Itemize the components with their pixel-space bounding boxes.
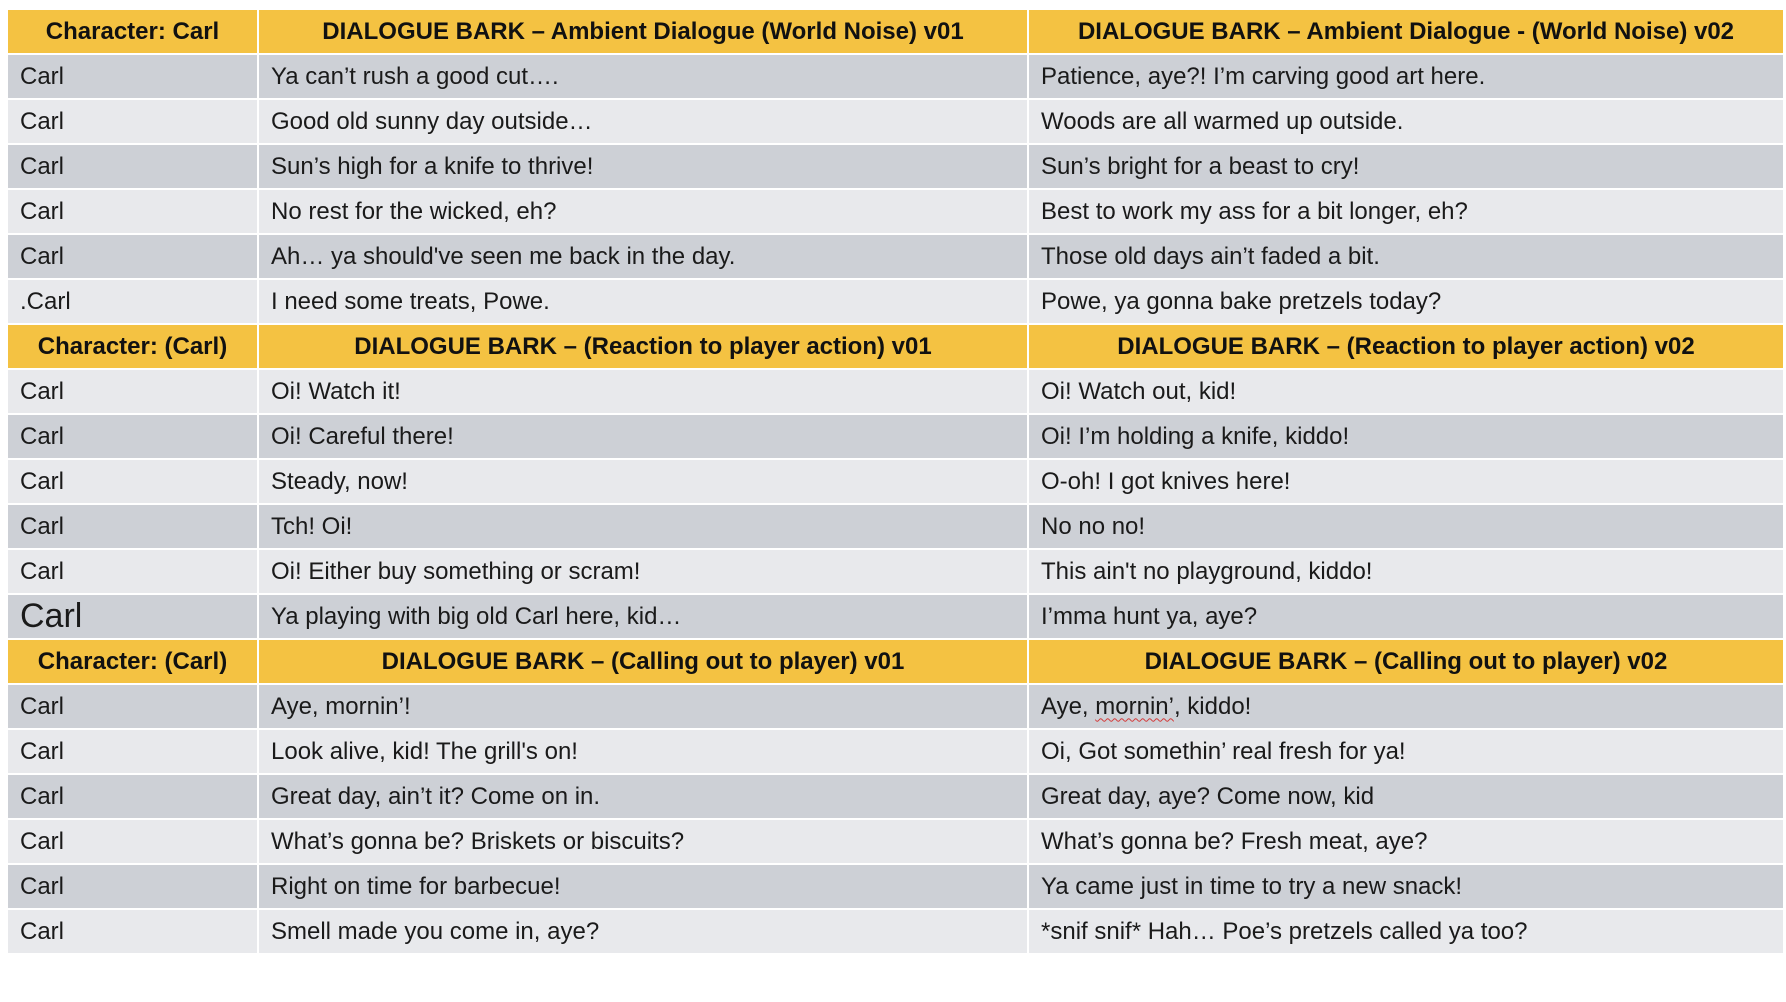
table-row xyxy=(7,549,1784,594)
character-cell[interactable]: Carl xyxy=(7,99,258,144)
v02-line-cell[interactable] xyxy=(1028,684,1784,729)
table-row xyxy=(7,279,1784,324)
table-row xyxy=(7,594,1784,639)
v01-line-cell[interactable]: Ya can’t rush a good cut…. xyxy=(258,54,1028,99)
v02-line-cell[interactable]: Oi! Watch out, kid! xyxy=(1028,369,1784,414)
v01-line-cell[interactable]: Ah… ya should've seen me back in the day. xyxy=(258,234,1028,279)
v02-line-cell[interactable]: Ya came just in time to try a new snack! xyxy=(1028,864,1784,909)
character-cell[interactable]: Carl xyxy=(7,729,258,774)
table-row xyxy=(7,369,1784,414)
v02-text-part: Aye, xyxy=(1041,692,1096,720)
table-row xyxy=(7,504,1784,549)
v01-line-cell[interactable]: Oi! Watch it! xyxy=(258,369,1028,414)
section-header-calling-out xyxy=(7,639,1784,684)
v01-line-cell[interactable]: Look alive, kid! The grill's on! xyxy=(258,729,1028,774)
character-cell[interactable]: Carl xyxy=(7,414,258,459)
v02-line-cell[interactable]: Sun’s bright for a beast to cry! xyxy=(1028,144,1784,189)
table-row xyxy=(7,819,1784,864)
table-row xyxy=(7,909,1784,954)
table-row xyxy=(7,99,1784,144)
header-character-cell[interactable]: Character: (Carl) xyxy=(7,324,258,369)
v02-line-cell[interactable]: Great day, aye? Come now, kid xyxy=(1028,774,1784,819)
v01-line-cell[interactable]: Good old sunny day outside… xyxy=(258,99,1028,144)
character-cell[interactable]: Carl xyxy=(7,234,258,279)
v01-line-cell[interactable]: Right on time for barbecue! xyxy=(258,864,1028,909)
v02-line-cell[interactable]: What’s gonna be? Fresh meat, aye? xyxy=(1028,819,1784,864)
section-header-reaction xyxy=(7,324,1784,369)
table-row xyxy=(7,414,1784,459)
v02-line-cell[interactable]: Woods are all warmed up outside. xyxy=(1028,99,1784,144)
v01-line-cell[interactable]: Aye, mornin’! xyxy=(258,684,1028,729)
table-row xyxy=(7,144,1784,189)
v02-line-cell[interactable]: Those old days ain’t faded a bit. xyxy=(1028,234,1784,279)
v01-line-cell[interactable]: Steady, now! xyxy=(258,459,1028,504)
v02-line-cell[interactable]: O-oh! I got knives here! xyxy=(1028,459,1784,504)
character-cell[interactable]: Carl xyxy=(7,459,258,504)
character-cell[interactable]: Carl xyxy=(7,909,258,954)
v01-line-cell[interactable]: Oi! Either buy something or scram! xyxy=(258,549,1028,594)
character-cell[interactable]: Carl xyxy=(7,819,258,864)
character-cell[interactable]: Carl xyxy=(7,189,258,234)
v01-line-cell[interactable]: Great day, ain’t it? Come on in. xyxy=(258,774,1028,819)
table-row xyxy=(7,189,1784,234)
v01-line-cell[interactable]: Ya playing with big old Carl here, kid… xyxy=(258,594,1028,639)
table-row xyxy=(7,729,1784,774)
character-cell[interactable]: Carl xyxy=(7,594,258,639)
v02-line-cell[interactable]: Patience, aye?! I’m carving good art here. xyxy=(1028,54,1784,99)
v01-line-cell[interactable]: Sun’s high for a knife to thrive! xyxy=(258,144,1028,189)
v02-text-part: , kiddo! xyxy=(1173,692,1252,720)
header-v01-cell[interactable]: DIALOGUE BARK – (Calling out to player) v01 xyxy=(258,639,1028,684)
character-cell[interactable]: Carl xyxy=(7,549,258,594)
character-cell[interactable]: Carl xyxy=(7,864,258,909)
v02-line-cell[interactable]: Powe, ya gonna bake pretzels today? xyxy=(1028,279,1784,324)
header-v02-cell[interactable]: DIALOGUE BARK – (Calling out to player) v02 xyxy=(1028,639,1784,684)
spellcheck-underlined-word: mornin’ xyxy=(1095,692,1174,720)
header-v02-cell[interactable]: DIALOGUE BARK – (Reaction to player action) v02 xyxy=(1028,324,1784,369)
character-cell[interactable]: Carl xyxy=(7,54,258,99)
table-row xyxy=(7,54,1784,99)
table-row xyxy=(7,684,1784,729)
character-cell[interactable]: Carl xyxy=(7,144,258,189)
v01-line-cell[interactable]: Tch! Oi! xyxy=(258,504,1028,549)
section-header-ambient xyxy=(7,9,1784,54)
v01-line-cell[interactable]: Smell made you come in, aye? xyxy=(258,909,1028,954)
v01-line-cell[interactable]: What’s gonna be? Briskets or biscuits? xyxy=(258,819,1028,864)
dialogue-bark-table xyxy=(6,8,1785,955)
table-row xyxy=(7,459,1784,504)
character-cell[interactable]: .Carl xyxy=(7,279,258,324)
header-character-cell[interactable]: Character: (Carl) xyxy=(7,639,258,684)
v02-line-cell[interactable]: Best to work my ass for a bit longer, eh? xyxy=(1028,189,1784,234)
character-cell[interactable]: Carl xyxy=(7,504,258,549)
header-v01-cell[interactable]: DIALOGUE BARK – Ambient Dialogue (World Noise) v01 xyxy=(258,9,1028,54)
table-row xyxy=(7,234,1784,279)
v01-line-cell[interactable]: No rest for the wicked, eh? xyxy=(258,189,1028,234)
character-cell[interactable]: Carl xyxy=(7,684,258,729)
table-row xyxy=(7,774,1784,819)
v02-line-cell[interactable]: No no no! xyxy=(1028,504,1784,549)
v02-line-cell[interactable]: Oi, Got somethin’ real fresh for ya! xyxy=(1028,729,1784,774)
v02-line-cell[interactable]: *snif snif* Hah… Poe’s pretzels called ya too? xyxy=(1028,909,1784,954)
header-v02-cell[interactable]: DIALOGUE BARK – Ambient Dialogue - (World Noise) v02 xyxy=(1028,9,1784,54)
v01-line-cell[interactable]: I need some treats, Powe. xyxy=(258,279,1028,324)
header-character-cell[interactable]: Character: Carl xyxy=(7,9,258,54)
v01-line-cell[interactable]: Oi! Careful there! xyxy=(258,414,1028,459)
header-v01-cell[interactable]: DIALOGUE BARK – (Reaction to player action) v01 xyxy=(258,324,1028,369)
v02-line-cell[interactable]: This ain't no playground, kiddo! xyxy=(1028,549,1784,594)
v02-line-cell[interactable]: Oi! I’m holding a knife, kiddo! xyxy=(1028,414,1784,459)
v02-line-cell[interactable]: I’mma hunt ya, aye? xyxy=(1028,594,1784,639)
character-cell[interactable]: Carl xyxy=(7,774,258,819)
table-row xyxy=(7,864,1784,909)
character-cell[interactable]: Carl xyxy=(7,369,258,414)
